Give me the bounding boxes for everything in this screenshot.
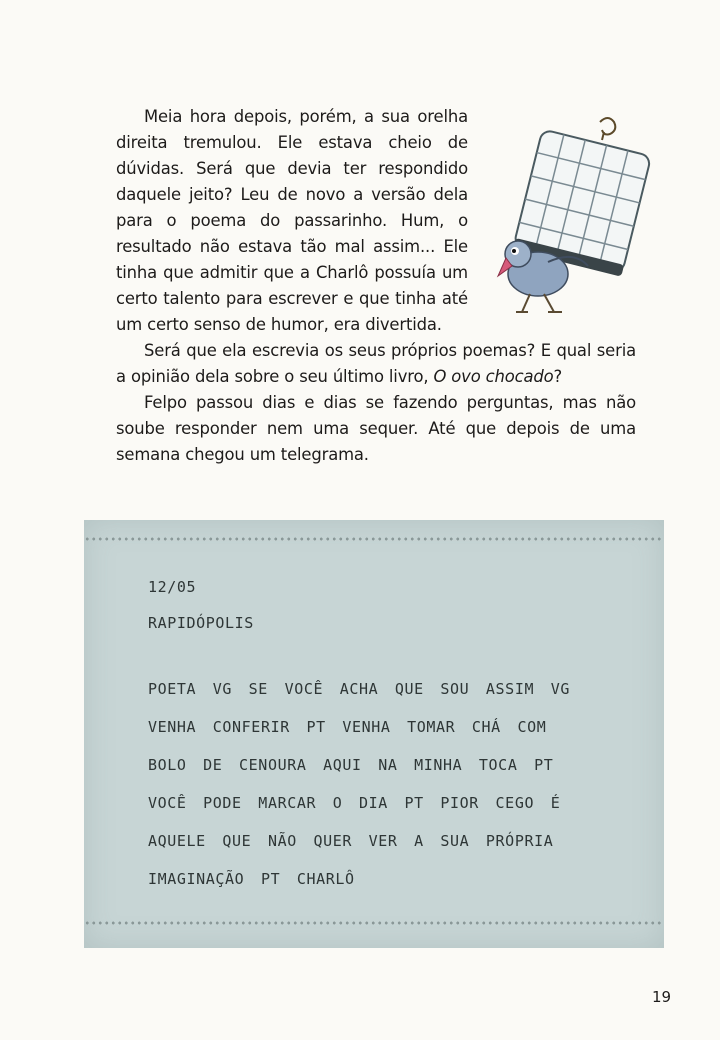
page-number: 19: [652, 988, 672, 1006]
telegram-line: AQUELE QUE NÃO QUER VER A SUA PRÓPRIA: [148, 832, 554, 850]
book-title: O ovo chocado: [433, 367, 554, 386]
telegram-line: VOCÊ PODE MARCAR O DIA PT PIOR CEGO É: [148, 794, 561, 812]
paragraph-1: Meia hora depois, porém, a sua orelha direita tremulou. Ele estava cheio de dúvidas. Será que devia ter respondido daquele jeito? Leu de novo a versão dela para o poema do passarinho. Hum, o resultado não estava tão mal assim... Ele tinha que admitir que a Charlô possuía um certo talento para escrever e que tinha até um certo senso de humor, era divertida.: [116, 107, 468, 334]
telegram-date: 12/05: [148, 578, 197, 596]
telegram-body: [148, 670, 648, 898]
telegram-line: POETA VG SE VOCÊ ACHA QUE SOU ASSIM VG: [148, 680, 570, 698]
telegram-line: VENHA CONFERIR PT VENHA TOMAR CHÁ COM: [148, 718, 547, 736]
telegram-line: BOLO DE CENOURA AQUI NA MINHA TOCA PT: [148, 756, 554, 774]
bird-carrying-cage-icon: [488, 112, 656, 326]
paragraph-2-end: ?: [553, 367, 563, 386]
telegram-city: RAPIDÓPOLIS: [148, 614, 254, 632]
perforation-bottom: [84, 920, 664, 926]
telegram: [84, 520, 664, 948]
paragraph-2-text: Será que ela escrevia os seus próprios poemas? E qual seria a opinião dela sobre o seu último livro,: [116, 341, 636, 386]
telegram-line: IMAGINAÇÃO PT CHARLÔ: [148, 870, 355, 888]
perforation-top: [84, 536, 664, 542]
paragraph-3: Felpo passou dias e dias se fazendo perguntas, mas não soube responder nem uma sequer. Até que depois de uma semana chegou um telegrama.: [116, 393, 636, 464]
paragraph-2: [116, 338, 636, 390]
